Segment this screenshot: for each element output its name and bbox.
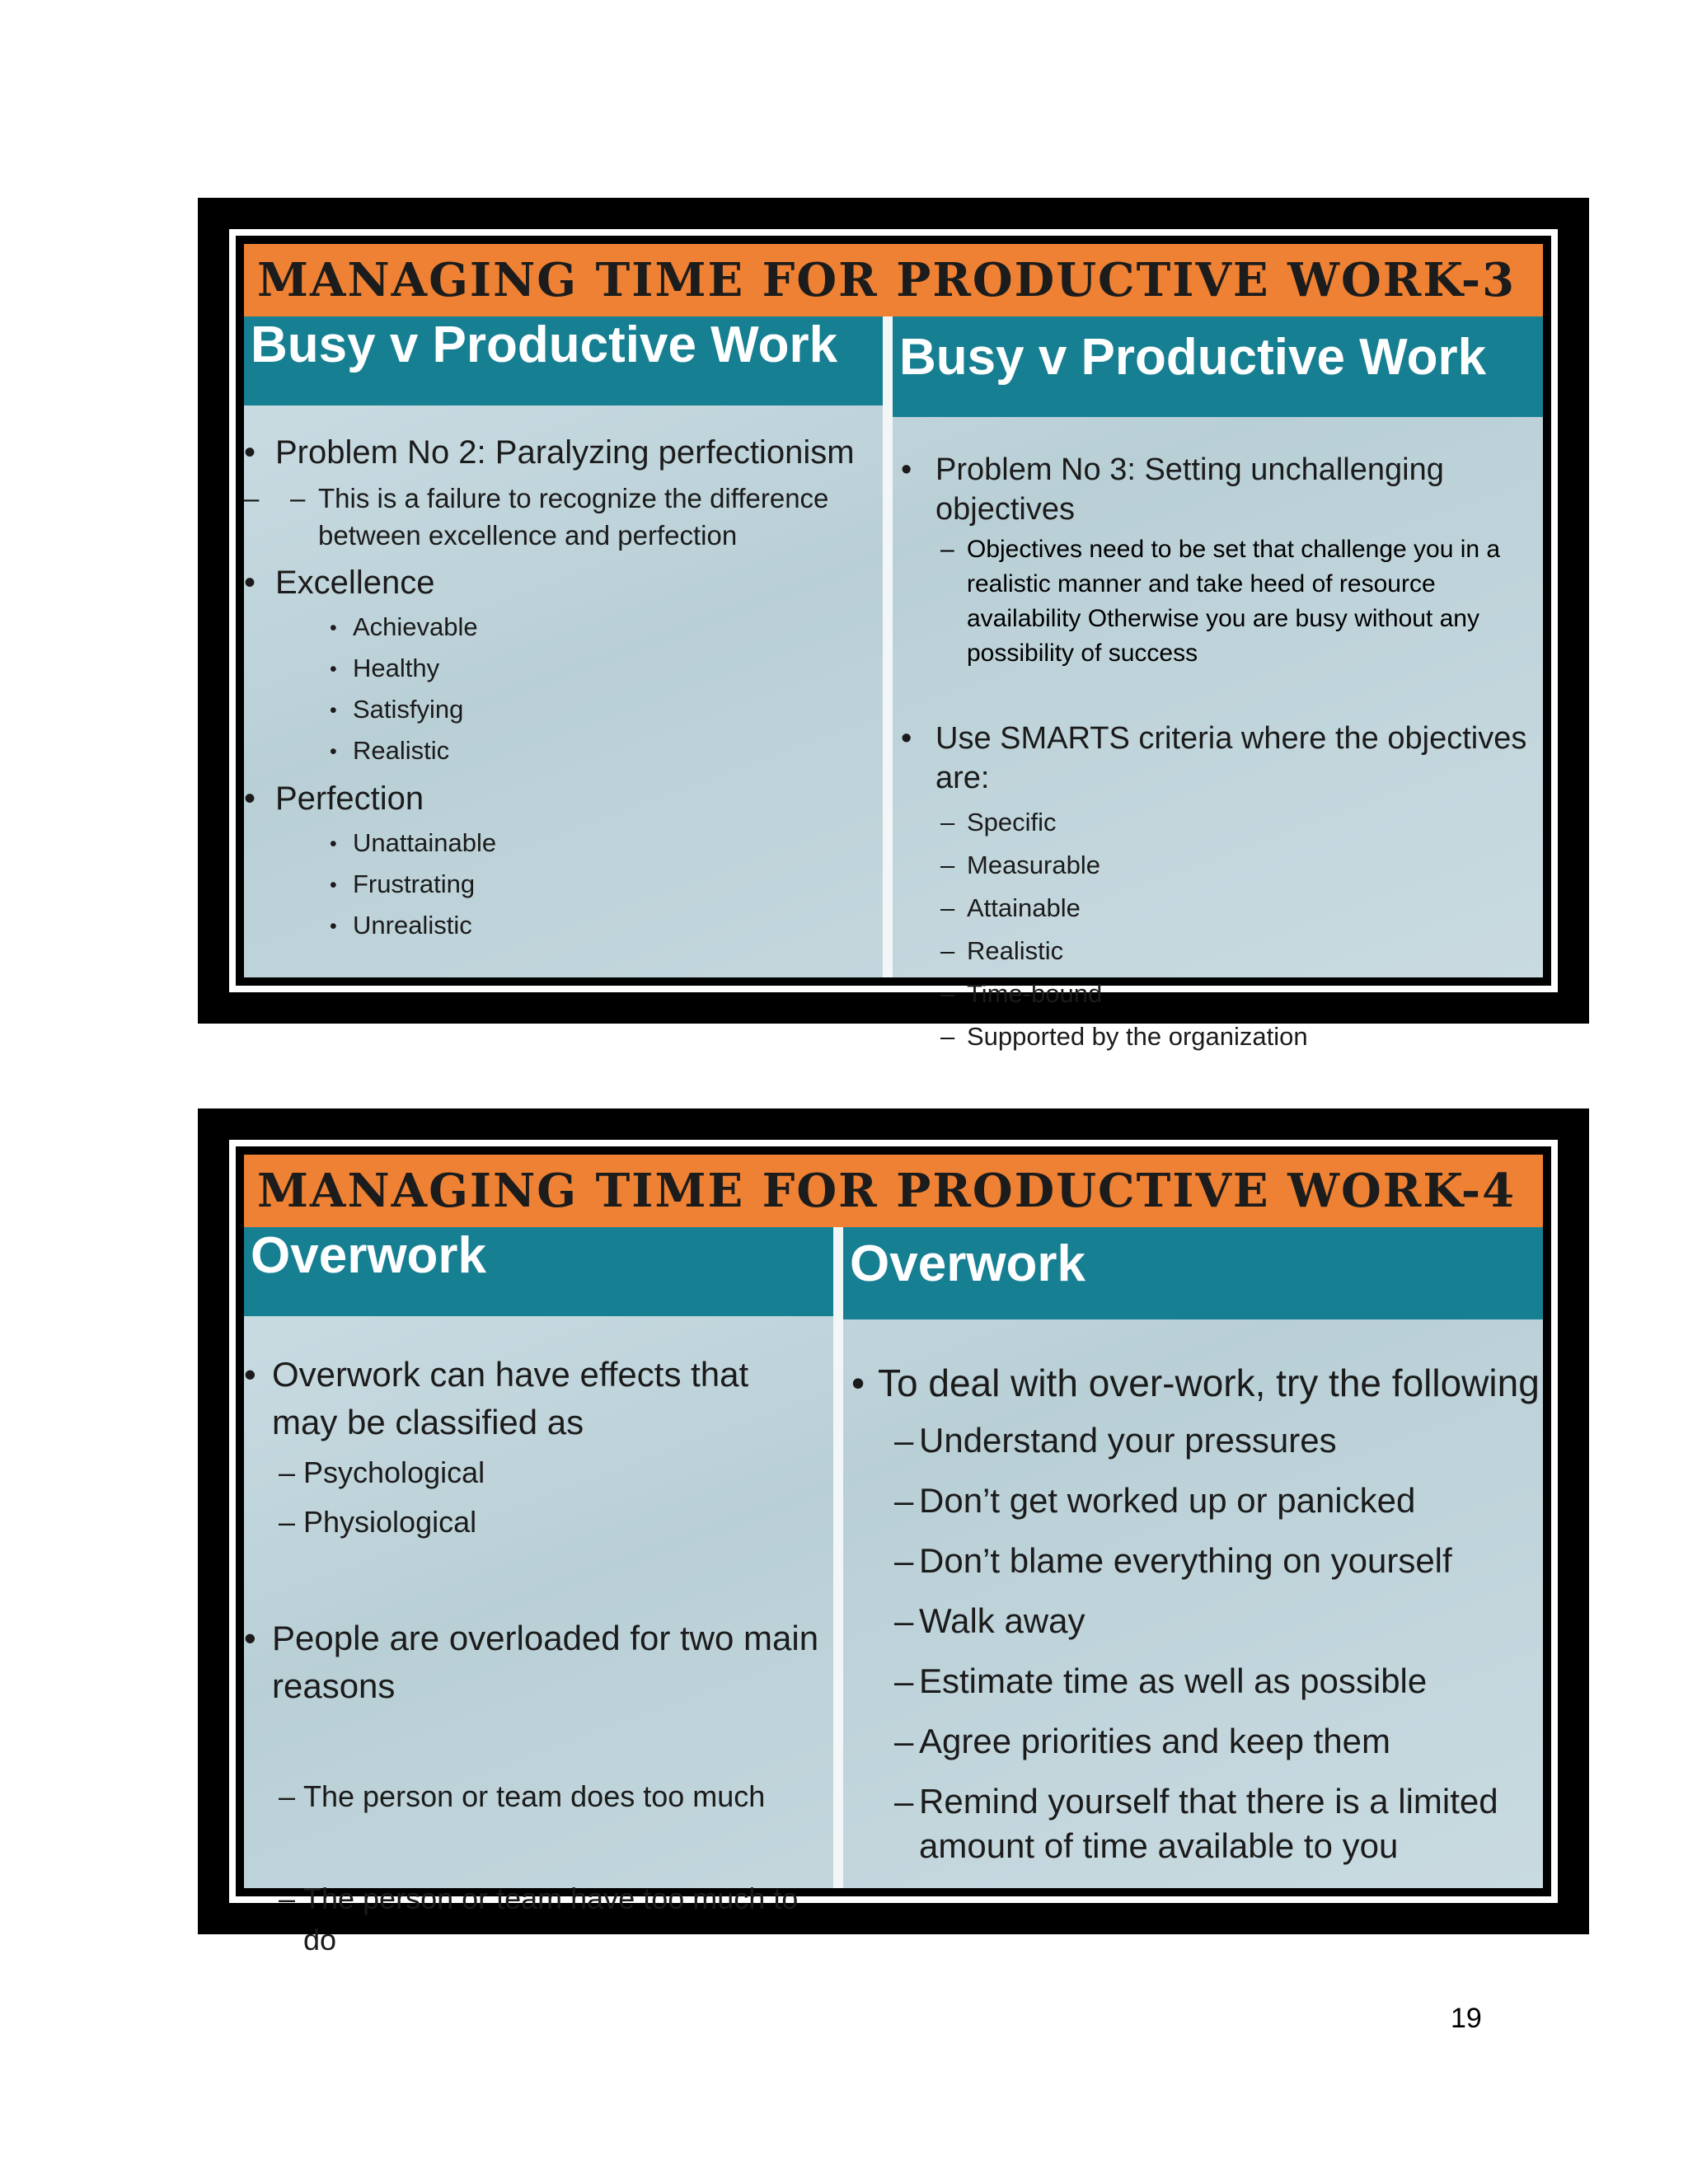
list-item: – Measurable [940,851,1100,879]
slide-1-content [244,244,1543,1051]
list-item: – Realistic [940,936,1064,965]
list-item: – Specific [940,808,1057,837]
list-item: • Frustrating [353,864,883,905]
problem-3-note-text: Objectives need to be set that challenge you in a realistic manner and take heed of resource availability Otherwise you are busy without any possibility of success [967,536,1501,667]
excellence-list [244,607,883,771]
list-item: – Time-bound [940,979,1103,1008]
slide-2-left-header: Overwork [244,1227,833,1316]
slide-2-right-column [843,1227,1543,1888]
slide-1-title: MANAGING TIME FOR PRODUCTIVE WORK-3 [244,244,1543,316]
slide-1 [198,198,1589,1051]
list-item: – Don’t blame everything on yourself [894,1541,1452,1580]
list-item: – Don’t get worked up or panicked [894,1481,1416,1520]
slide-1-left-bullets [244,432,883,946]
slide-1-right-bullets [893,450,1543,1058]
problem-2-bullet: • Problem No 2: Paralyzing perfectionism [244,432,883,473]
list-item: • Unrealistic [353,905,883,946]
slide-1-left-header: Busy v Productive Work [244,316,883,405]
slide-2-right-bullets [843,1359,1543,1868]
slide-1-right-header: Busy v Productive Work [893,316,1543,417]
list-item: – Supported by the organization [940,1022,1308,1051]
excellence-bullet: • Excellence [244,562,883,603]
list-item: – Estimate time as well as possible [894,1661,1428,1700]
problem-2-note-text: This is a failure to recognize the difference between excellence and perfection [318,483,829,551]
slide-1-left-column [244,316,883,977]
page-number: 19 [1451,2003,1482,2034]
list-item: – Walk away [894,1601,1085,1640]
slide-2-left-bullets [244,1351,833,1961]
smarts-list [893,801,1543,1058]
list-item: – Understand your pressures [894,1421,1337,1460]
list-item: – Psychological [279,1455,485,1489]
list-item: – The person or team have too much to do [279,1882,799,1957]
list-item: • Achievable [353,607,883,648]
list-item: • Satisfying [353,689,883,730]
overwork-tips-list [843,1410,1543,1868]
dash-marker: – [940,536,954,563]
perfection-bullet: • Perfection [244,778,883,819]
problem-3-note [893,532,1543,671]
list-item: – Physiological [279,1505,477,1539]
slide-2 [198,1108,1589,1957]
perfection-list [244,823,883,946]
slide-1-right-column [893,316,1543,1051]
problem-3-bullet: • Problem No 3: Setting unchallenging objectives [893,450,1543,529]
dash-marker: – – [290,483,306,513]
slide-2-right-header: Overwork [843,1227,1543,1319]
slide-2-title: MANAGING TIME FOR PRODUCTIVE WORK-4 [244,1155,1543,1227]
list-item: – Agree priorities and keep them [894,1722,1390,1760]
list-item: – Remind yourself that there is a limited amount of time available to you [894,1782,1498,1865]
effects-bullet: • Overwork can have effects that may be classified as [244,1351,833,1446]
list-item: – The person or team does too much [279,1779,766,1813]
slide-2-content [244,1155,1543,1957]
problem-2-note [244,480,883,554]
reasons-bullet: • People are overloaded for two main reasons [244,1615,833,1710]
overwork-intro-bullet: • To deal with over-work, try the following [843,1359,1543,1407]
slide-1-border [229,229,1558,1051]
smarts-bullet: • Use SMARTS criteria where the objectives are: [893,719,1543,798]
slide-1-column-divider [883,316,893,977]
slide-2-left-column [244,1227,833,1957]
list-item: • Realistic [353,730,883,771]
slide-2-border [229,1140,1558,1957]
effects-list [244,1448,833,1547]
list-item: • Healthy [353,648,883,689]
slide-2-column-divider [833,1227,843,1888]
list-item: • Unattainable [353,823,883,864]
list-item: – Attainable [940,893,1081,922]
